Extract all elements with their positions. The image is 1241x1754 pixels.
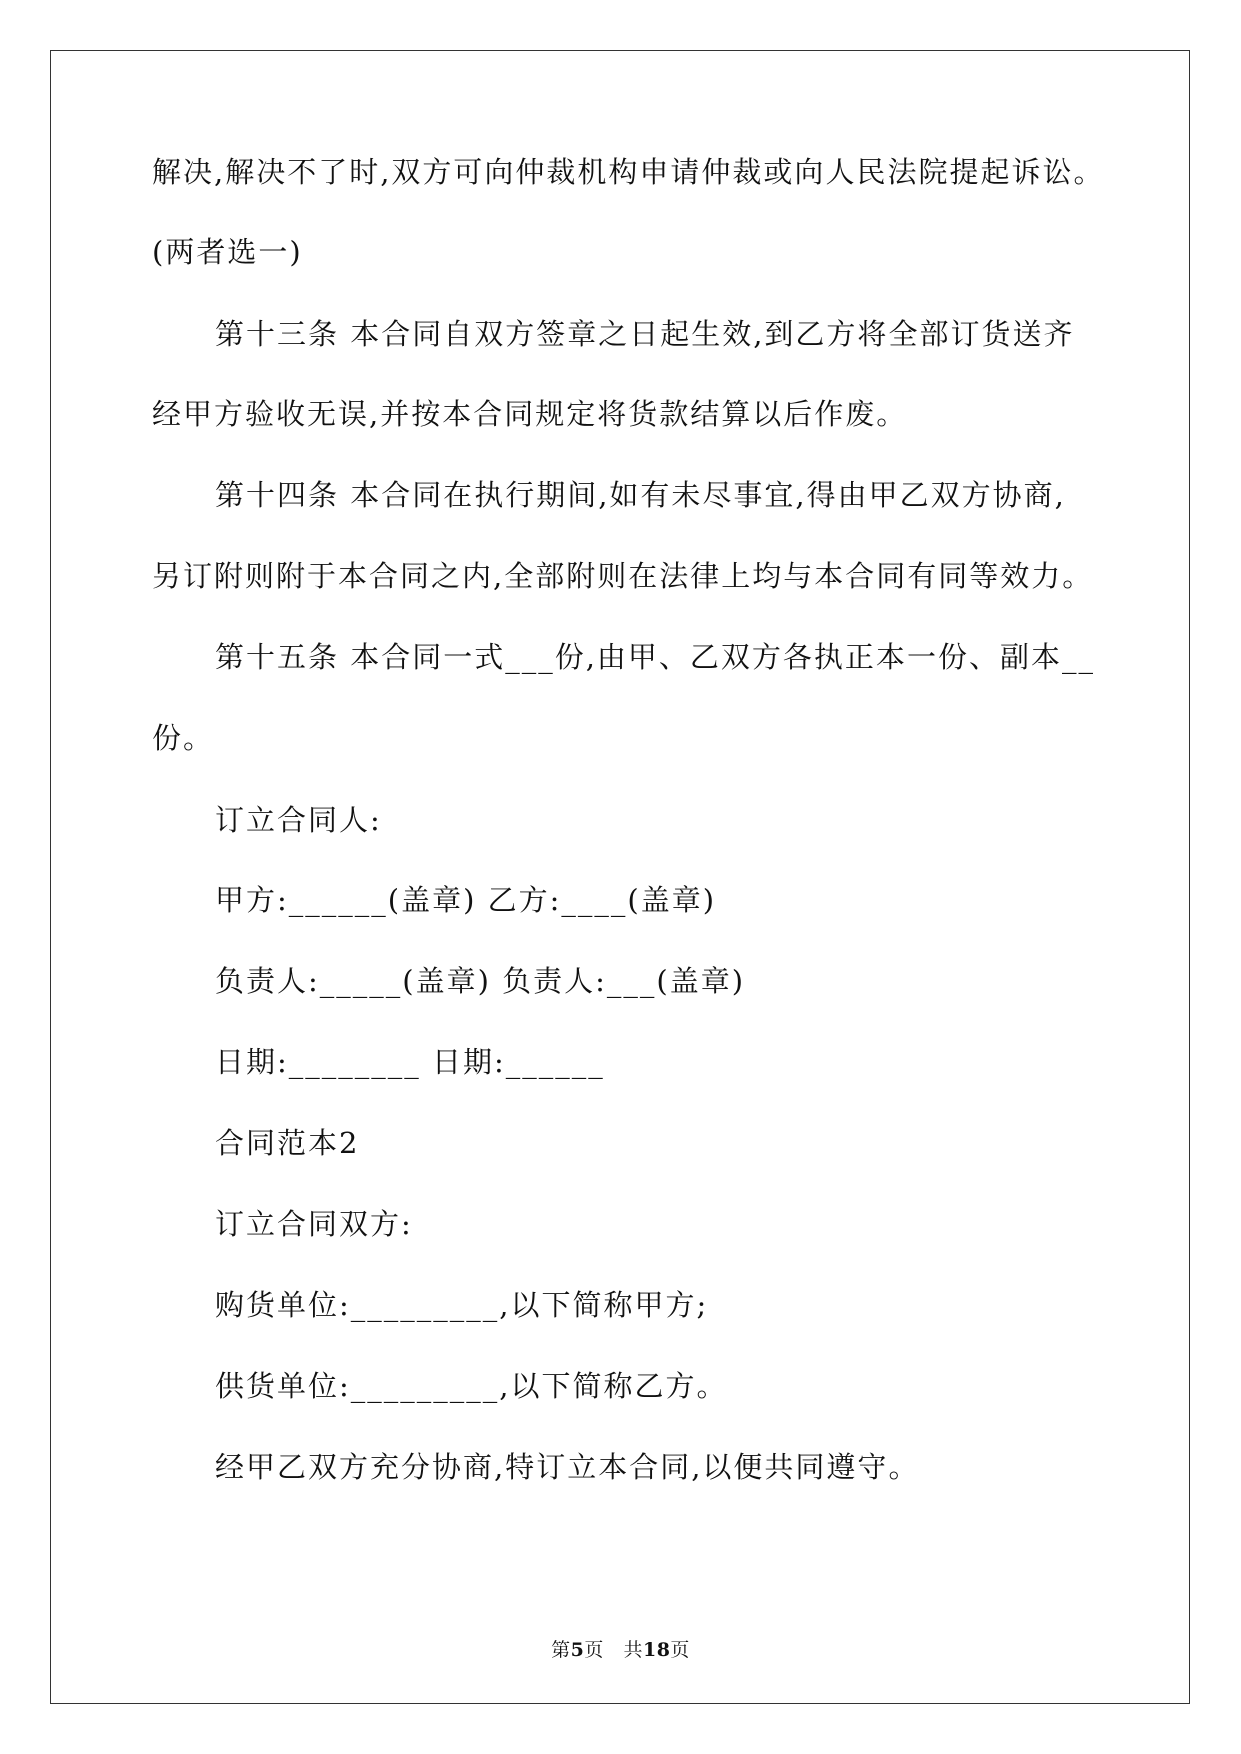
footer-total-suffix: 页 [670,1639,690,1661]
footer-total-prefix: 共 [623,1639,643,1661]
text-line-article-15: 第十五条 本合同一式___份,由甲、乙双方各执正本一份、副本__ [215,640,1095,674]
text-line-article-14-cont: 另订附则附于本合同之内,全部附则在法律上均与本合同有同等效力。 [152,559,1094,593]
footer-prefix: 第 [551,1639,571,1661]
footer-total-pages: 18 [642,1639,671,1661]
text-line-party-seals: 甲方:______(盖章) 乙方:____(盖章) [215,883,717,917]
text-line-supplier: 供货单位:_________,以下简称乙方。 [215,1369,728,1403]
text-line-template-2-heading: 合同范本2 [215,1126,360,1160]
page-footer [0,1638,1241,1662]
text-line-signatories: 订立合同人: [215,803,382,837]
text-line-article-13: 第十三条 本合同自双方签章之日起生效,到乙方将全部订货送齐 [215,317,1075,351]
text-line-responsible-seals: 负责人:_____(盖章) 负责人:___(盖章) [215,964,746,998]
text-line-choose-one: (两者选一) [152,235,303,269]
text-line-contracting-parties: 订立合同双方: [215,1207,413,1241]
text-line-dispute-resolution: 解决,解决不了时,双方可向仲裁机构申请仲裁或向人民法院提起诉讼。 [152,155,1105,189]
text-line-dates: 日期:________ 日期:______ [215,1045,605,1079]
footer-page-number: 5 [570,1639,585,1661]
text-line-agreement: 经甲乙双方充分协商,特订立本合同,以便共同遵守。 [215,1450,920,1484]
text-line-article-14: 第十四条 本合同在执行期间,如有未尽事宜,得由甲乙双方协商, [215,478,1066,512]
footer-page-suffix: 页 [584,1639,604,1661]
text-line-article-15-cont: 份。 [152,721,215,755]
text-line-article-13-cont: 经甲方验收无误,并按本合同规定将货款结算以后作废。 [152,397,908,431]
text-line-buyer: 购货单位:_________,以下简称甲方; [215,1288,709,1322]
